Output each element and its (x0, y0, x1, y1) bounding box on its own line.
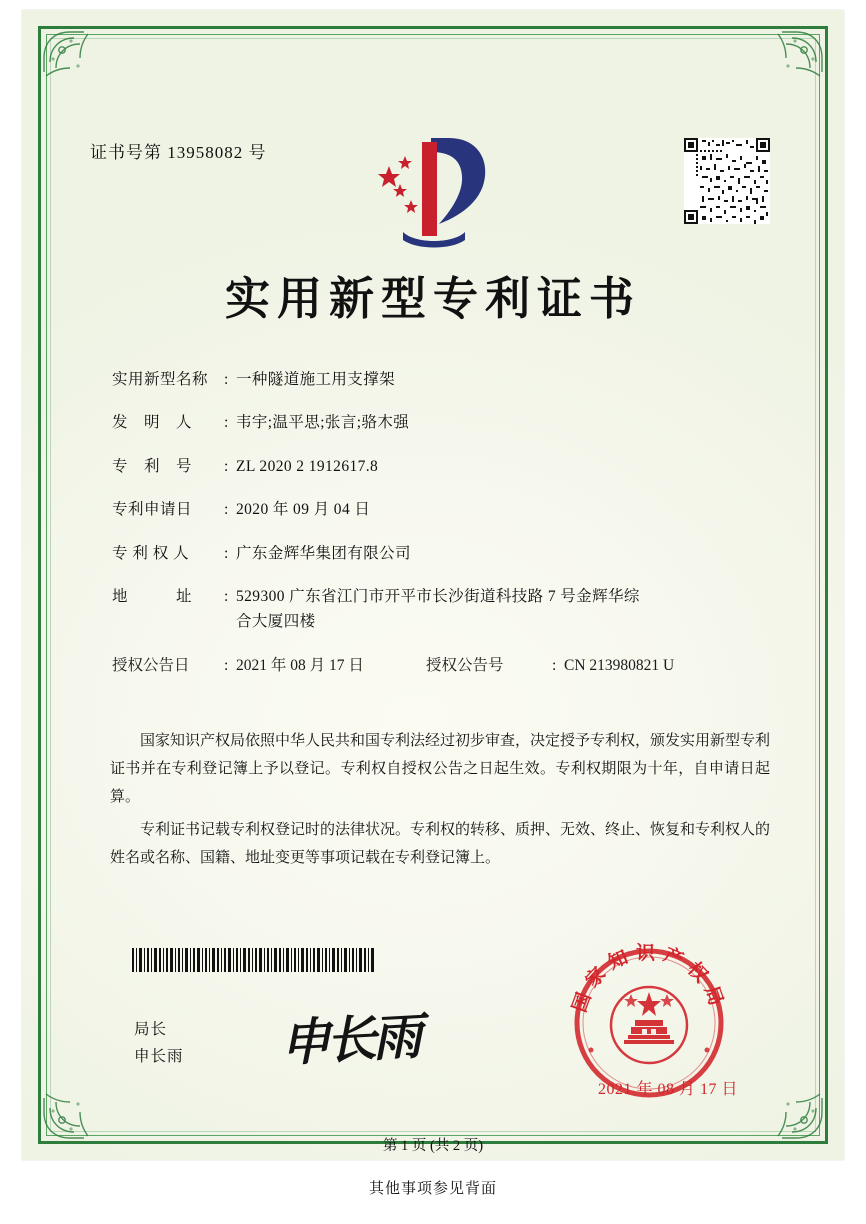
corner-ornament-icon (764, 28, 826, 90)
field-colon: : (224, 501, 229, 519)
field-row-grant-announcement (112, 656, 762, 675)
patent-fields (112, 370, 762, 691)
address-line-2: 合大厦四楼 (236, 613, 316, 631)
field-row-application-date (112, 500, 762, 519)
grant-date-value: 2021 年 08 月 17 日 (236, 656, 364, 674)
svg-text:国家知识产权局: 国家知识产权局 (568, 942, 730, 1016)
field-value: 2020 年 09 月 04 日 (236, 501, 371, 519)
paragraph-2: 专利证书记载专利权登记时的法律状况。专利权的转移、质押、无效、终止、恢复和专利权人的姓名或名称、国籍、地址变更等事项记载在专利登记簿上。 (110, 822, 771, 866)
grant-date-label: 授权公告日 (112, 656, 190, 674)
field-colon: : (552, 656, 557, 674)
field-value: 一种隧道施工用支撑架 (236, 371, 396, 388)
director-role-label: 局长 (134, 1021, 168, 1038)
page-number: 第 1 页 (共 2 页) (382, 1138, 484, 1154)
field-row-address (112, 587, 762, 632)
cnipa-emblem-icon (367, 132, 499, 250)
field-label: 发 明 人 (112, 414, 193, 432)
field-row-inventors (112, 413, 762, 432)
field-label: 专 利 号 (112, 457, 193, 475)
qr-code-icon (684, 138, 770, 224)
bottom-note: 其他事项参见背面 (368, 1181, 497, 1197)
certificate-number: 证书号第 13958082 号 (90, 143, 267, 162)
field-label: 实用新型名称 (112, 371, 209, 388)
field-label: 地 址 (112, 587, 193, 605)
paragraph-1: 国家知识产权局依照中华人民共和国专利法经过初步审查，决定授予专利权，颁发实用新型专利证书并在专利登记簿上予以登记。专利权自授权公告之日起生效。专利权期限为十年，自申请日起算。 (110, 733, 771, 805)
field-colon: : (224, 414, 229, 432)
field-row-patentee (112, 544, 762, 563)
field-colon: : (224, 371, 229, 388)
seal-date: 2021 年 08 月 17 日 (597, 1081, 738, 1098)
barcode-icon (132, 948, 376, 972)
field-value: 广东金辉华集团有限公司 (236, 544, 411, 562)
grant-number-label: 授权公告号 (426, 656, 504, 674)
legal-text (110, 728, 770, 879)
field-label: 专 利 权 人 (112, 544, 190, 562)
signature-block (134, 1016, 184, 1070)
field-row-utility-model-name (112, 370, 762, 389)
field-colon: : (224, 544, 229, 562)
address-line-1: 529300 广东省江门市开平市长沙街道科技路 7 号金辉华综 (236, 587, 640, 605)
corner-ornament-icon (764, 1080, 826, 1142)
grant-number-value: CN 213980821 U (564, 656, 675, 674)
patent-certificate-page (22, 10, 844, 1160)
field-row-patent-number (112, 457, 762, 476)
field-label: 专利申请日 (112, 501, 193, 519)
field-value-address (236, 587, 762, 632)
field-colon: : (224, 656, 229, 674)
field-value: ZL 2020 2 1912617.8 (236, 457, 379, 475)
director-name: 申长雨 (134, 1048, 184, 1066)
handwritten-signature: 申长雨 (278, 1006, 420, 1073)
field-value: 韦宇;温平思;张言;骆木强 (236, 414, 410, 432)
corner-ornament-icon (40, 28, 102, 90)
corner-ornament-icon (40, 1080, 102, 1142)
field-colon: : (224, 457, 229, 475)
page-title: 实用新型专利证书 (224, 272, 641, 325)
field-colon: : (224, 587, 229, 605)
